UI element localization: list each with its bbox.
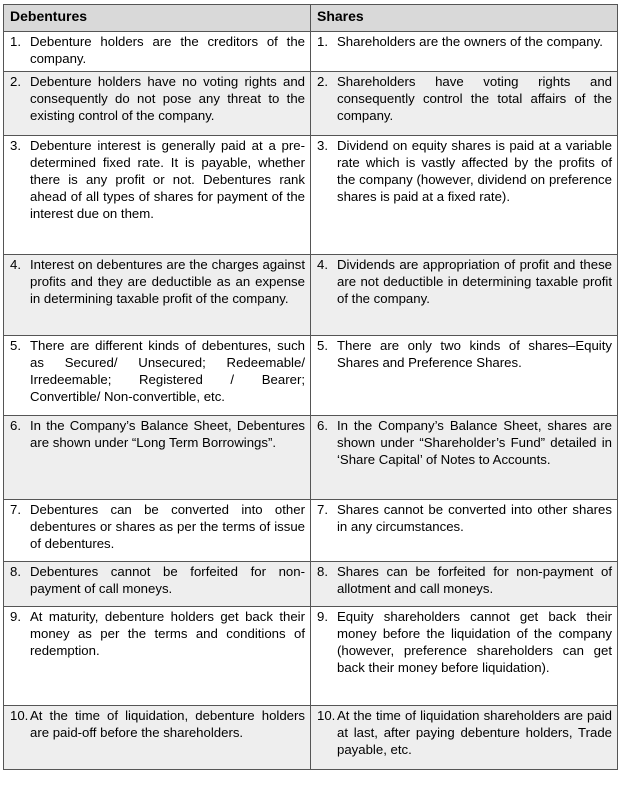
item-number: 2. [10, 74, 21, 89]
share-text: Shareholders are the owners of the company. [337, 34, 603, 49]
share-cell [311, 562, 618, 607]
debenture-text: Debentures cannot be forfeited for non-payment of call moneys. [30, 564, 305, 596]
share-text: Shareholders have voting rights and consequently control the total affairs of the company. [337, 74, 612, 123]
item-number: 4. [10, 257, 21, 272]
debenture-cell [4, 607, 311, 706]
share-cell [311, 72, 618, 136]
debenture-cell [4, 500, 311, 562]
debenture-cell [4, 416, 311, 500]
table-row [4, 416, 618, 500]
table-row [4, 32, 618, 72]
item-number: 1. [10, 34, 21, 49]
header-shares: Shares [311, 5, 618, 32]
item-number: 1. [317, 34, 328, 49]
table-row [4, 706, 618, 770]
share-cell [311, 500, 618, 562]
item-number: 8. [317, 564, 328, 579]
item-number: 4. [317, 257, 328, 272]
share-cell [311, 32, 618, 72]
debenture-text: Debenture holders are the creditors of the company. [30, 34, 305, 66]
table-row [4, 336, 618, 416]
item-number: 7. [10, 502, 21, 517]
item-number: 10. [317, 708, 336, 723]
table-row [4, 255, 618, 336]
debenture-text: At maturity, debenture holders get back their money as per the terms and conditions of redemption. [30, 609, 305, 658]
share-text: There are only two kinds of shares–Equity Shares and Preference Shares. [337, 338, 612, 370]
share-cell [311, 255, 618, 336]
debenture-cell [4, 336, 311, 416]
share-text: Dividends are appropriation of profit and these are not deductible in determining taxable profit of the company. [337, 257, 612, 306]
item-number: 6. [10, 418, 21, 433]
debenture-cell [4, 32, 311, 72]
debenture-text: At the time of liquidation, debenture holders are paid-off before the shareholders. [30, 708, 305, 740]
debenture-cell [4, 72, 311, 136]
table-row [4, 607, 618, 706]
share-text: Dividend on equity shares is paid at a variable rate which is vastly affected by the profits of the company (however, dividend on preference shares is paid at a fixed rate). [337, 138, 612, 204]
debenture-text: Debenture holders have no voting rights and consequently do not pose any threat to the existing control of the company. [30, 74, 305, 123]
debenture-cell [4, 562, 311, 607]
debenture-text: Interest on debentures are the charges against profits and they are deductible as an expense in determining taxable profit of the company. [30, 257, 305, 306]
item-number: 2. [317, 74, 328, 89]
debenture-cell [4, 255, 311, 336]
debenture-text: There are different kinds of debentures, such as Secured/ Unsecured; Redeemable/ Irredeemable; Registered / Bearer; Convertible/ Non-convertible, etc. [30, 338, 305, 404]
item-number: 3. [317, 138, 328, 153]
share-text: At the time of liquidation shareholders are paid at last, after paying debenture holders, Trade payable, etc. [337, 708, 612, 757]
share-cell [311, 136, 618, 255]
header-debentures: Debentures [4, 5, 311, 32]
share-cell [311, 607, 618, 706]
item-number: 3. [10, 138, 21, 153]
item-number: 10. [10, 708, 29, 723]
share-cell [311, 416, 618, 500]
table-row [4, 136, 618, 255]
comparison-table [3, 4, 618, 770]
share-cell [311, 336, 618, 416]
item-number: 5. [10, 338, 21, 353]
item-number: 9. [317, 609, 328, 624]
debenture-text: Debentures can be converted into other debentures or shares as per the terms of issue of debentures. [30, 502, 305, 551]
share-text: In the Company’s Balance Sheet, shares are shown under “Shareholder’s Fund” detailed in ‘Share Capital’ of Notes to Accounts. [337, 418, 612, 467]
share-text: Shares can be forfeited for non-payment of allotment and call moneys. [337, 564, 612, 596]
debenture-text: Debenture interest is generally paid at a pre-determined fixed rate. It is payable, whether there is any profit or not. Debentures rank ahead of all types of shares for payment of the interest due on them. [30, 138, 305, 221]
share-cell [311, 706, 618, 770]
table-row [4, 500, 618, 562]
table-row [4, 562, 618, 607]
item-number: 5. [317, 338, 328, 353]
item-number: 7. [317, 502, 328, 517]
debenture-cell [4, 706, 311, 770]
item-number: 6. [317, 418, 328, 433]
item-number: 8. [10, 564, 21, 579]
share-text: Shares cannot be converted into other shares in any circumstances. [337, 502, 612, 534]
item-number: 9. [10, 609, 21, 624]
share-text: Equity shareholders cannot get back their money before the liquidation of the company (however, preference shareholders can get back their money before liquidation). [337, 609, 612, 675]
header-row [4, 5, 618, 32]
debenture-text: In the Company’s Balance Sheet, Debentures are shown under “Long Term Borrowings”. [30, 418, 305, 450]
debenture-cell [4, 136, 311, 255]
table-row [4, 72, 618, 136]
